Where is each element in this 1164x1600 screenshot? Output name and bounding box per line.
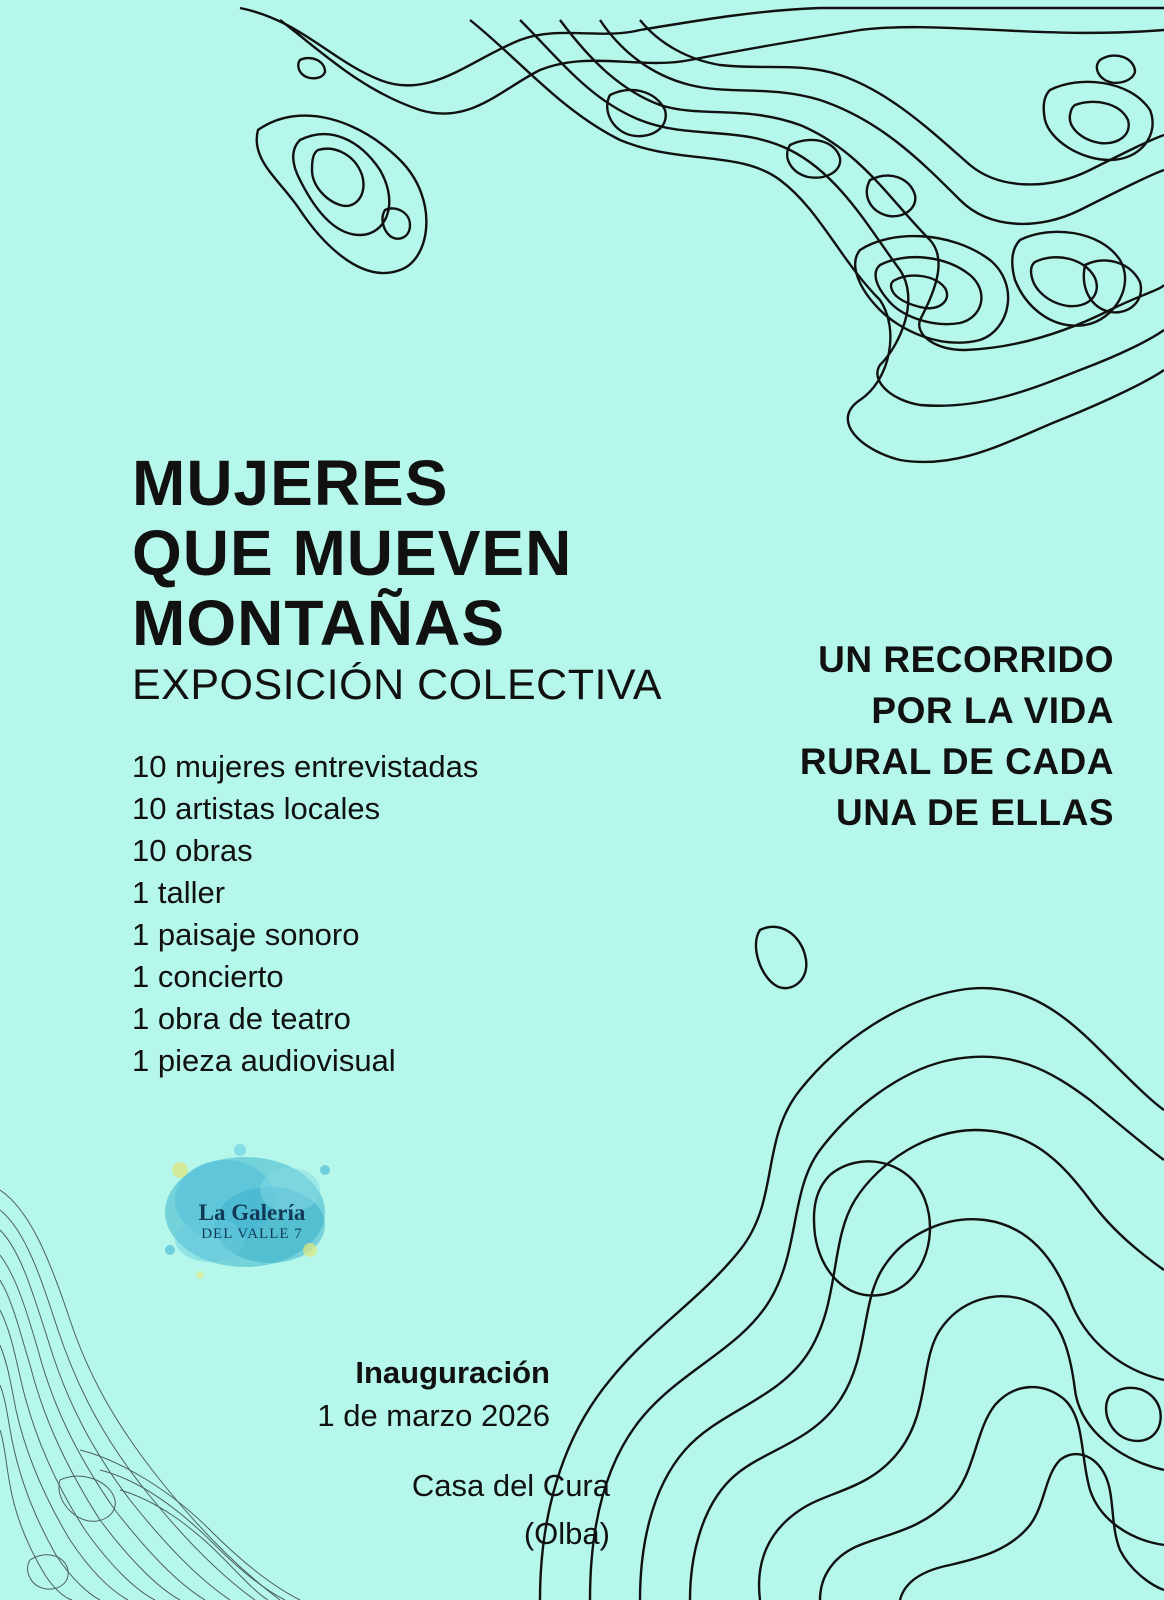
tagline-line-3: RURAL DE CADA: [799, 741, 1114, 782]
logo-name: La Galería: [198, 1200, 306, 1225]
stat-item: 1 obra de teatro: [132, 1001, 351, 1036]
tagline-line-2: POR LA VIDA: [871, 690, 1114, 731]
venue: [340, 1462, 610, 1558]
stat-item: 10 artistas locales: [132, 791, 381, 826]
venue-line-2: (Olba): [523, 1516, 610, 1551]
stat-item: 1 pieza audiovisual: [132, 1043, 396, 1078]
event-info: [240, 1352, 550, 1438]
poster-title-line-3: MONTAÑAS: [132, 587, 505, 659]
title-block: [132, 448, 662, 710]
tagline-line-4: UNA DE ELLAS: [835, 792, 1114, 833]
poster-title-line-1: MUJERES: [132, 447, 449, 519]
stat-item: 1 taller: [132, 875, 226, 910]
venue-line-1: Casa del Cura: [411, 1468, 610, 1503]
tagline-line-1: UN RECORRIDO: [818, 639, 1114, 680]
logo-text: [177, 1200, 327, 1243]
tagline: [800, 634, 1114, 838]
poster-subtitle: EXPOSICIÓN COLECTIVA: [132, 661, 663, 709]
stat-item: 1 concierto: [132, 959, 284, 994]
stat-item: 10 obras: [132, 833, 253, 868]
event-date: 1 de marzo 2026: [317, 1398, 550, 1433]
stat-item: 1 paisaje sonoro: [132, 917, 360, 952]
event-label: Inauguración: [355, 1355, 550, 1390]
logo-subtitle: DEL VALLE 7: [201, 1226, 303, 1242]
stat-item: 10 mujeres entrevistadas: [132, 749, 479, 784]
poster-title-line-2: QUE MUEVEN: [132, 517, 573, 589]
stats-list: [132, 746, 478, 1082]
